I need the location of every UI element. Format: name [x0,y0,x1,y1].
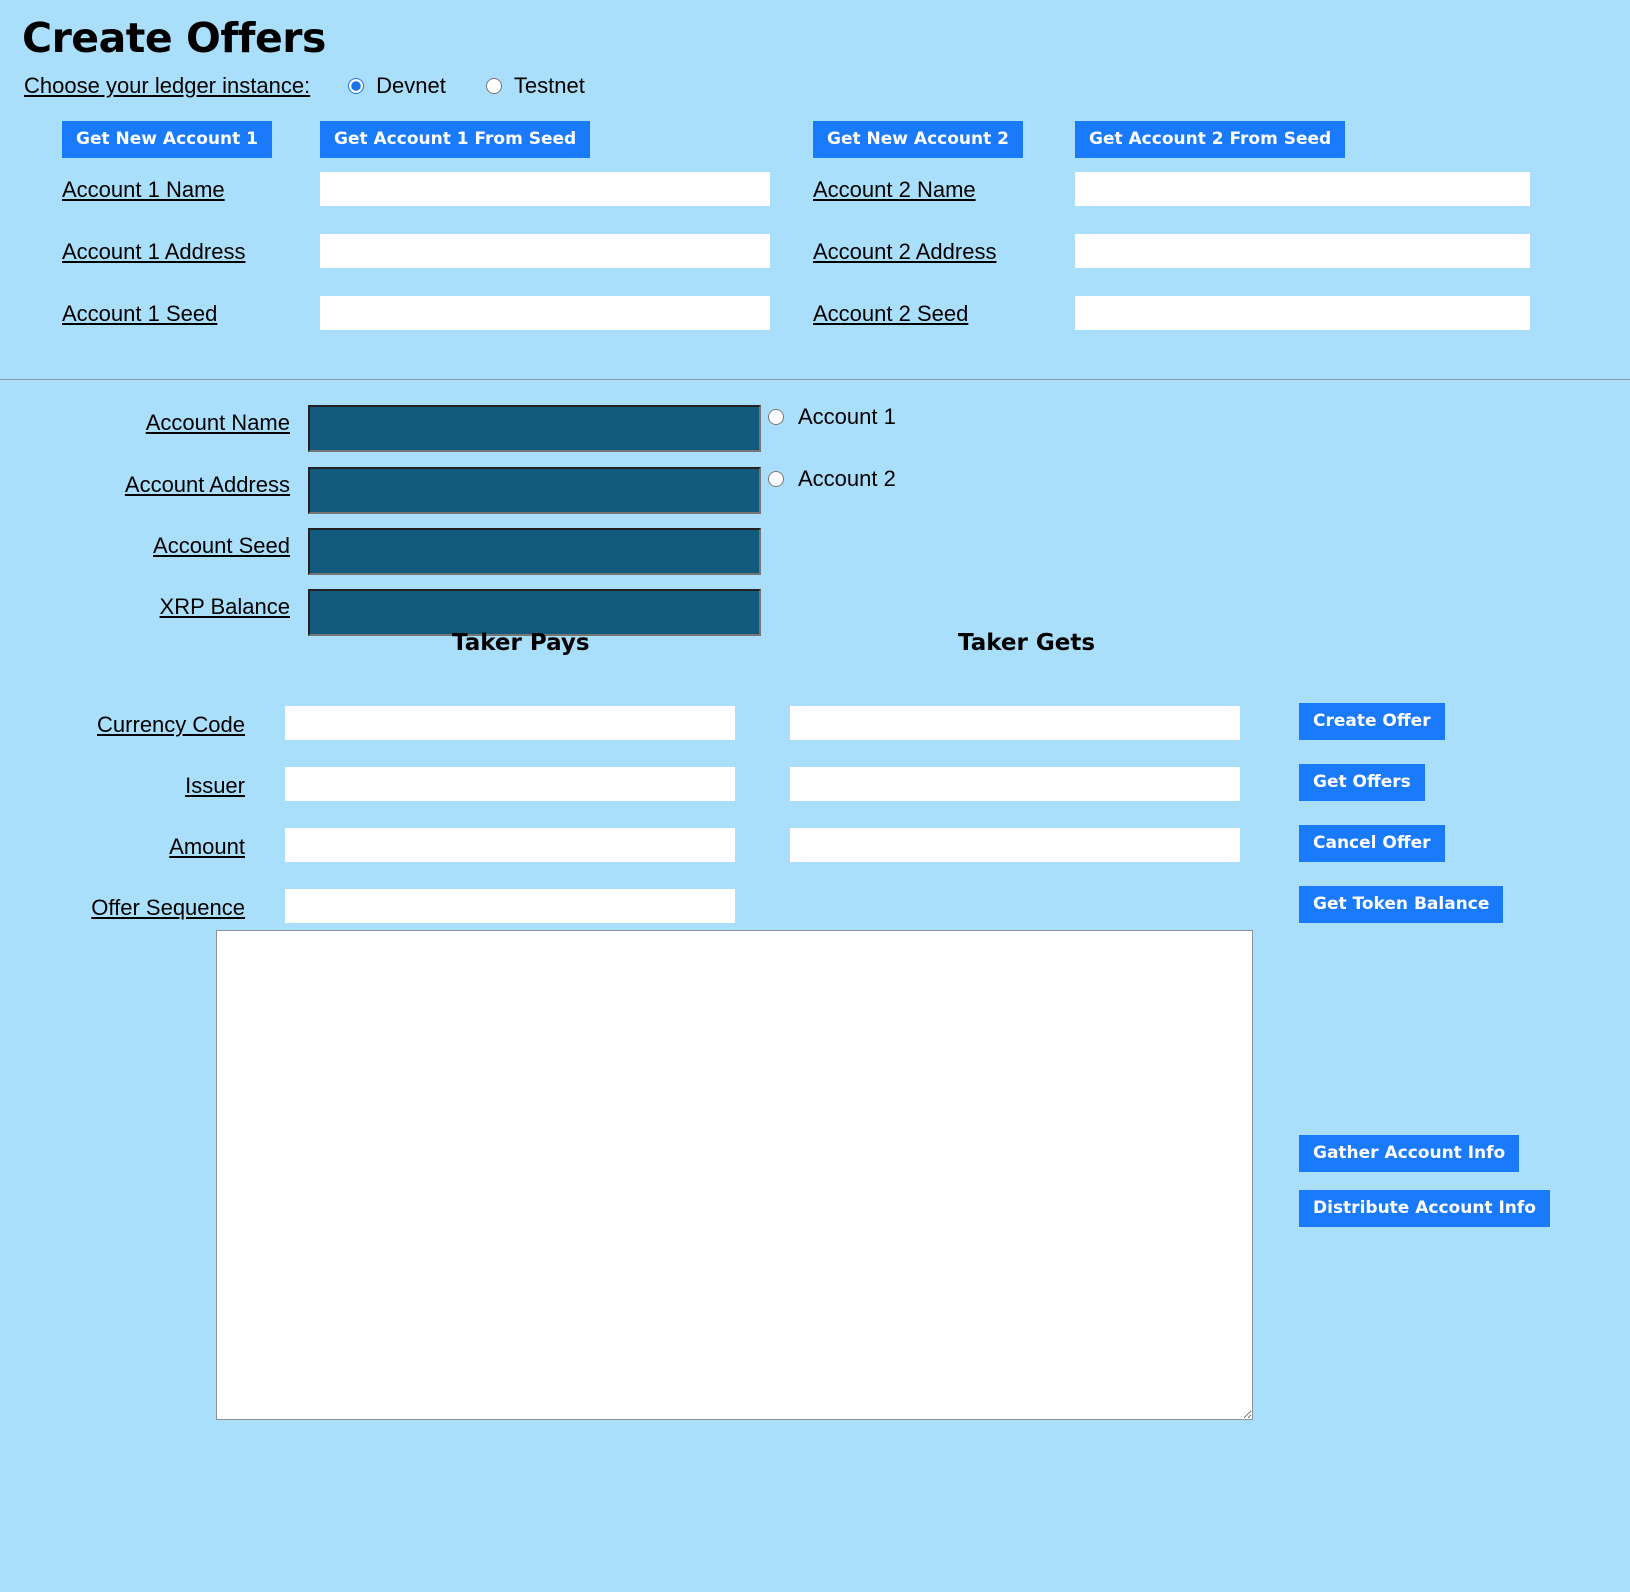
account-1-seed-label: Account 1 Seed [62,301,218,327]
ledger-instance-row [0,63,1630,99]
account-1-name-label: Account 1 Name [62,177,225,203]
account-1-name-input[interactable] [320,172,770,206]
account-address-label: Account Address [124,472,290,498]
ledger-option-devnet[interactable] [348,73,446,99]
account-2-radio-label: Account 2 [798,466,896,492]
account-2-address-label: Account 2 Address [813,239,997,265]
xrp-balance-label: XRP Balance [159,594,290,620]
results-section [0,930,1630,1450]
account-1-radio-label: Account 1 [798,404,896,430]
taker-gets-header: Taker Gets [958,630,1096,657]
account-2-radio[interactable] [768,471,784,487]
account-name-input[interactable] [308,405,761,452]
get-offers-button[interactable]: Get Offers [1299,764,1425,801]
accounts-section [0,121,1630,371]
get-account-1-from-seed-button[interactable]: Get Account 1 From Seed [320,121,590,158]
select-account-2-option[interactable] [768,466,896,492]
account-2-seed-input[interactable] [1075,296,1530,330]
distribute-account-info-button[interactable]: Distribute Account Info [1299,1190,1550,1227]
account-1-radio[interactable] [768,409,784,425]
ledger-option-testnet-label: Testnet [513,73,585,99]
account-2-name-input[interactable] [1075,172,1530,206]
taker-pays-currency-code-input[interactable] [285,706,735,740]
account-seed-input[interactable] [308,528,761,575]
account-name-label: Account Name [145,410,290,436]
amount-label: Amount [169,834,245,860]
taker-gets-currency-code-input[interactable] [790,706,1240,740]
issuer-label: Issuer [185,773,245,799]
account-2-name-label: Account 2 Name [813,177,976,203]
ledger-option-devnet-label: Devnet [376,73,446,99]
account-2-address-input[interactable] [1075,234,1530,268]
currency-code-label: Currency Code [97,712,245,738]
create-offer-button[interactable]: Create Offer [1299,703,1445,740]
ledger-instance-label: Choose your ledger instance: [24,73,311,99]
offer-sequence-input[interactable] [285,889,735,923]
account-1-address-input[interactable] [320,234,770,268]
gather-account-info-button[interactable]: Gather Account Info [1299,1135,1519,1172]
cancel-offer-button[interactable]: Cancel Offer [1299,825,1445,862]
results-textarea[interactable] [216,930,1253,1420]
selected-account-section [0,380,1630,620]
get-new-account-1-button[interactable]: Get New Account 1 [62,121,272,158]
xrp-balance-input[interactable] [308,589,761,636]
taker-gets-amount-input[interactable] [790,828,1240,862]
taker-gets-issuer-input[interactable] [790,767,1240,801]
get-token-balance-button[interactable]: Get Token Balance [1299,886,1503,923]
ledger-radio-testnet[interactable] [486,78,502,94]
select-account-1-option[interactable] [768,404,896,430]
get-account-2-from-seed-button[interactable]: Get Account 2 From Seed [1075,121,1345,158]
account-1-address-label: Account 1 Address [62,239,246,265]
get-new-account-2-button[interactable]: Get New Account 2 [813,121,1023,158]
taker-pays-issuer-input[interactable] [285,767,735,801]
taker-pays-amount-input[interactable] [285,828,735,862]
account-1-seed-input[interactable] [320,296,770,330]
account-seed-label: Account Seed [153,533,290,559]
taker-pays-header: Taker Pays [452,630,590,657]
account-address-input[interactable] [308,467,761,514]
ledger-radio-devnet[interactable] [348,78,364,94]
ledger-option-testnet[interactable] [486,73,585,99]
page-title: Create Offers [22,14,326,62]
offer-section [0,630,1630,930]
offer-sequence-label: Offer Sequence [91,895,245,921]
account-2-seed-label: Account 2 Seed [813,301,969,327]
